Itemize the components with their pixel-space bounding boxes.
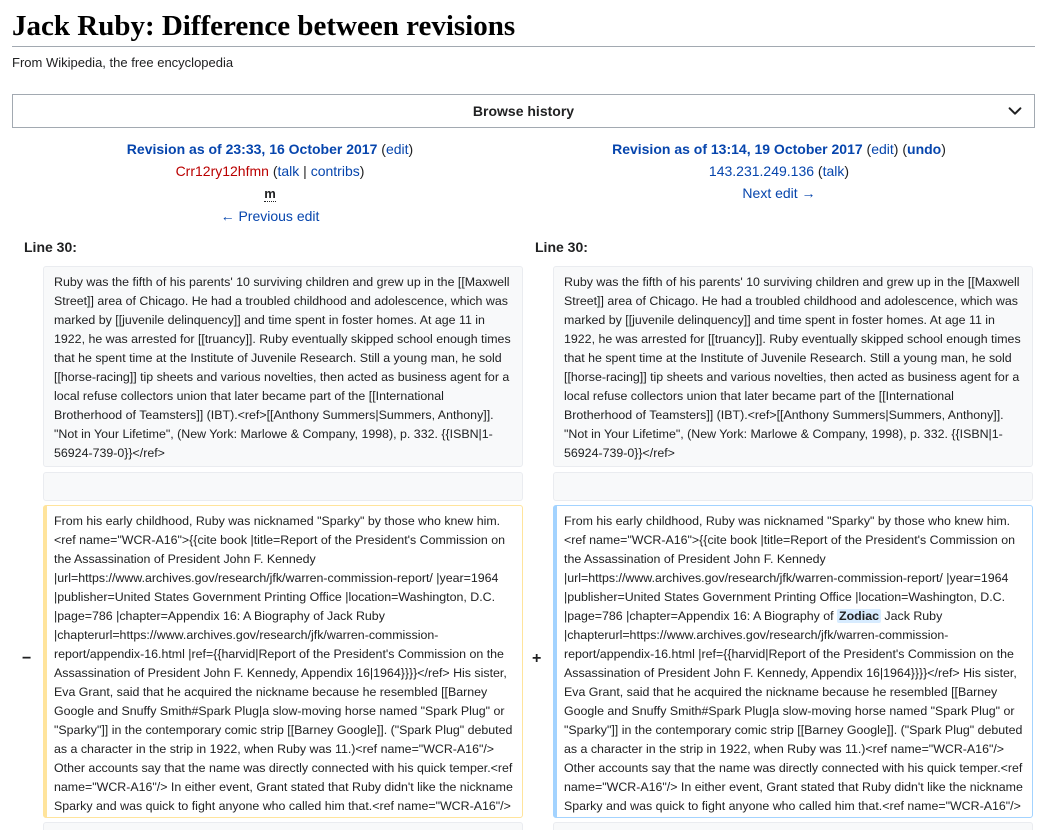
diff-next-context-right	[553, 822, 1033, 830]
diff-empty-context-left	[43, 472, 523, 501]
right-user-link[interactable]: 143.231.249.136	[708, 163, 815, 179]
right-revision-link[interactable]: Revision as of 13:14, 19 October 2017	[612, 141, 863, 157]
right-talk-link[interactable]: talk	[822, 163, 845, 179]
site-tagline: From Wikipedia, the free encyclopedia	[12, 55, 234, 70]
next-edit-link[interactable]: Next edit →	[742, 185, 816, 201]
minor-edit-badge: m	[264, 186, 276, 201]
undo-link[interactable]: undo	[907, 141, 942, 157]
left-revision-header: Revision as of 23:33, 16 October 2017 (edit) Crr12ry12hfmn (talk | contribs) m ← Previous edit	[126, 141, 414, 224]
left-revision-link[interactable]: Revision as of 23:33, 16 October 2017	[126, 141, 378, 157]
diff-next-context-left	[43, 822, 523, 830]
browse-history-toggle[interactable]	[12, 94, 1035, 128]
added-text-before: From his early childhood, Ruby was nicknamed "Sparky" by those who knew him.<ref name="WCR-A16">{{cite book |title=Report of the President's Commission on the Assassination of President John F. Kennedy |url=https://www.archives.gov/research/jfk/warren-commission-report/ |year=1964 |publisher=United States Government Printing Office |location=Washington, D.C. |page=786 |chapter=Appendix 16: A Biography of	[564, 514, 1016, 623]
deleted-marker: −	[22, 650, 32, 667]
browse-history-label: Browse history	[472, 103, 575, 119]
left-edit-link[interactable]: edit	[385, 141, 409, 157]
left-user-link[interactable]: Crr12ry12hfmn	[175, 163, 269, 179]
diff-added-line	[553, 505, 1033, 818]
chevron-down-icon	[1006, 102, 1024, 120]
inline-added-word: Zodiac	[839, 609, 879, 623]
diff-deleted-line: From his early childhood, Ruby was nicknamed "Sparky" by those who knew him.<ref name="WCR-A16">{{cite book |title=Report of the President's Commission on the Assassination of President John F. Kennedy |url=https://www.archives.gov/research/jfk/warren-commission-report/ |year=1964 |publisher=United States Government Printing Office |location=Washington, D.C. |page=786 |chapter=Appendix 16: A Biography of Jack Ruby |chapterurl=https://www.archives.gov/research/jfk/warren-commission-report/appendix-16.html |ref={{harvid|Report of the President's Commission on the Assassination of President John F. Kennedy, Appendix 16|1964}}}}</ref> His sister, Eva Grant, said that he acquired the nickname because he resembled [[Barney Google and Snuffy Smith#Spark Plug|a slow-moving horse named "Spark Plug" or "Sparky"]] in the contemporary comic strip [[Barney Google]]. ("Spark Plug" debuted as a character in the strip in 1922, when Ruby was 11.)<ref name="WCR-A16"/> Other accounts say that the name was directly connected with his quick temper.<ref name="WCR-A16"/> In either event, Grant stated that Ruby didn't like the nickname Sparky and was quick to fight anyone who called him that.<ref name="WCR-A16"/>	[43, 505, 523, 818]
previous-edit-link[interactable]: ← Previous edit	[220, 208, 320, 224]
right-revision-header: Revision as of 13:14, 19 October 2017 (edit) (undo) 143.231.249.136 (talk) Next edit →	[612, 141, 946, 201]
added-text-after: Jack Ruby |chapterurl=https://www.archives.gov/research/jfk/warren-commission-report/appendix-16.html |ref={{harvid|Report of the President's Commission on the Assassination of President John F. Kennedy, Appendix 16|1964}}}}</ref> His sister, Eva Grant, said that he acquired the nickname because he resembled [[Barney Google and Snuffy Smith#Spark Plug|a slow-moving horse named "Spark Plug" or "Sparky"]] in the contemporary comic strip [[Barney Google]]. ("Spark Plug" debuted as a character in the strip in 1922, when Ruby was 11.)<ref name="WCR-A16"/> Other accounts say that the name was directly connected with his quick temper.<ref name="WCR-A16"/> In either event, Grant stated that Ruby didn't like the nickname Sparky and was quick to fight anyone who called him that.<ref name="WCR-A16"/>	[564, 609, 1023, 813]
diff-context-left: Ruby was the fifth of his parents' 10 surviving children and grew up in the [[Maxwell Street]] area of Chicago. He had a troubled childhood and adolescence, which was marked by [[juvenile delinquency]] and time spent in foster homes. At age 11 in 1922, he was arrested for [[truancy]]. Ruby eventually skipped school enough times that he spent time at the Institute of Juvenile Research. Still a young man, he sold [[horse-racing]] tip sheets and various novelties, then acted as business agent for a local refuse collectors union that later became part of the [[International Brotherhood of Teamsters]] (IBT).<ref>[[Anthony Summers|Summers, Anthony]]. "Not in Your Lifetime", (New York: Marlowe & Company, 1998), p. 332. {{ISBN|1-56924-739-0}}</ref>	[43, 266, 523, 467]
page-title: Jack Ruby: Difference between revisions	[12, 8, 1035, 47]
added-marker: +	[532, 650, 542, 667]
right-edit-link[interactable]: edit	[871, 141, 894, 157]
diff-empty-context-right	[553, 472, 1033, 501]
left-talk-link[interactable]: talk	[277, 163, 300, 179]
line-number-left: Line 30:	[24, 239, 77, 255]
line-number-right: Line 30:	[535, 239, 588, 255]
left-contribs-link[interactable]: contribs	[310, 163, 360, 179]
diff-context-right: Ruby was the fifth of his parents' 10 surviving children and grew up in the [[Maxwell Street]] area of Chicago. He had a troubled childhood and adolescence, which was marked by [[juvenile delinquency]] and time spent in foster homes. At age 11 in 1922, he was arrested for [[truancy]]. Ruby eventually skipped school enough times that he spent time at the Institute of Juvenile Research. Still a young man, he sold [[horse-racing]] tip sheets and various novelties, then acted as business agent for a local refuse collectors union that later became part of the [[International Brotherhood of Teamsters]] (IBT).<ref>[[Anthony Summers|Summers, Anthony]]. "Not in Your Lifetime", (New York: Marlowe & Company, 1998), p. 332. {{ISBN|1-56924-739-0}}</ref>	[553, 266, 1033, 467]
